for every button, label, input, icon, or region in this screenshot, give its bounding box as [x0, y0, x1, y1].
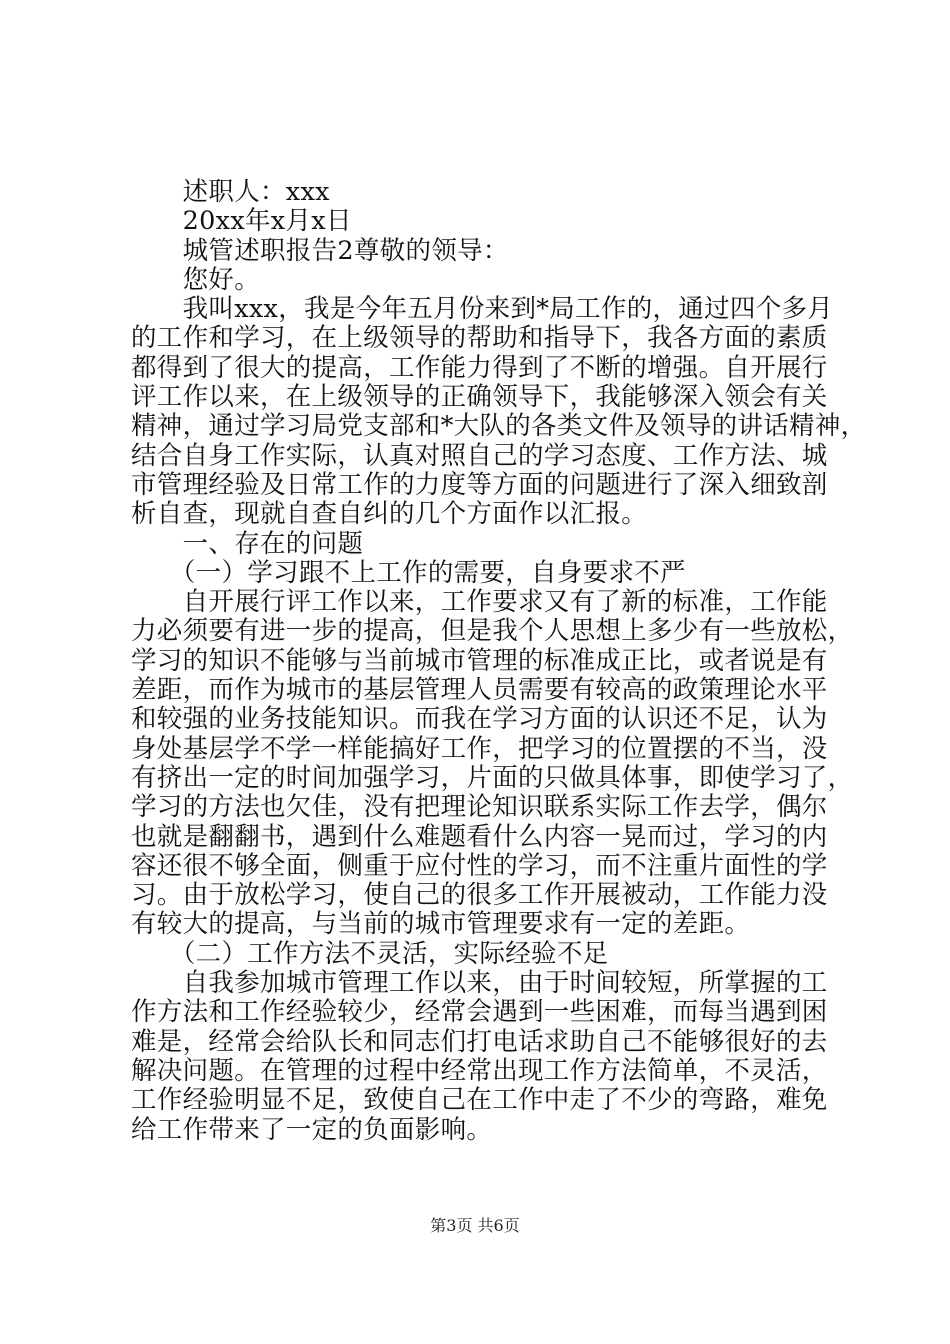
text-line: 市管理经验及日常工作的力度等方面的问题进行了深入细致剖 — [131, 469, 828, 500]
text-line: 的工作和学习，在上级领导的帮助和指导下，我各方面的素质 — [131, 323, 828, 354]
text-line: 评工作以来，在上级领导的正确领导下，我能够深入领会有关 — [131, 382, 828, 413]
text-line: 工作经验明显不足，致使自己在工作中走了不少的弯路，难免 — [131, 1085, 828, 1116]
text-line: 有较大的提高，与当前的城市管理要求有一定的差距。 — [131, 909, 751, 940]
text-line: 自我参加城市管理工作以来，由于时间较短，所掌握的工 — [131, 968, 828, 999]
text-line: 差距，而作为城市的基层管理人员需要有较高的政策理论水平 — [131, 675, 828, 706]
text-line: 解决问题。在管理的过程中经常出现工作方法简单，不灵活， — [131, 1055, 828, 1086]
text-line: 学习的知识不能够与当前城市管理的标准成正比，或者说是有 — [131, 645, 828, 676]
text-line: 习。由于放松学习，使自己的很多工作开展被动，工作能力没 — [131, 880, 828, 911]
page-number: 第3页 共6页 — [430, 1216, 520, 1235]
text-line: 精神，通过学习局党支部和*大队的各类文件及领导的讲话精神， — [131, 411, 867, 442]
text-line: 难是，经常会给队长和同志们打电话求助自己不能够很好的去 — [131, 1026, 828, 1057]
subsection-heading: （一）学习跟不上工作的需要，自身要求不严 — [131, 557, 686, 588]
text-line: 20xx年x月x日 — [131, 206, 352, 237]
text-line: 结合自身工作实际，认真对照自己的学习态度、工作方法、城 — [131, 440, 828, 471]
text-line: 也就是翻翻书，遇到什么难题看什么内容一晃而过，学习的内 — [131, 821, 828, 852]
text-line: 和较强的业务技能知识。而我在学习方面的认识还不足，认为 — [131, 704, 828, 735]
text-line: 城管述职报告2尊敬的领导： — [131, 235, 509, 266]
text-line: 身处基层学不学一样能搞好工作，把学习的位置摆的不当，没 — [131, 733, 828, 764]
text-line: 容还很不够全面，侧重于应付性的学习，而不注重片面性的学 — [131, 850, 828, 881]
subsection-heading: （二）工作方法不灵活，实际经验不足 — [131, 938, 609, 969]
text-line: 自开展行评工作以来，工作要求又有了新的标准，工作能 — [131, 587, 828, 618]
text-line: 学习的方法也欠佳，没有把理论知识联系实际工作去学，偶尔 — [131, 792, 828, 823]
text-line: 作方法和工作经验较少，经常会遇到一些困难，而每当遇到困 — [131, 997, 828, 1028]
section-heading: 一、存在的问题 — [131, 528, 364, 559]
text-line: 给工作带来了一定的负面影响。 — [131, 1114, 493, 1145]
text-line: 有挤出一定的时间加强学习，片面的只做具体事，即使学习了， — [131, 762, 854, 793]
text-line: 力必须要有进一步的提高，但是我个人思想上多少有一些放松， — [131, 616, 854, 647]
text-line: 您好。 — [131, 264, 261, 295]
text-line: 述职人：xxx — [131, 177, 330, 207]
text-line: 都得到了很大的提高，工作能力得到了不断的增强。自开展行 — [131, 352, 828, 383]
text-line: 析自查，现就自查自纠的几个方面作以汇报。 — [131, 499, 648, 530]
document-body — [131, 177, 867, 1145]
text-line: 我叫xxx，我是今年五月份来到*局工作的，通过四个多月 — [131, 294, 834, 325]
